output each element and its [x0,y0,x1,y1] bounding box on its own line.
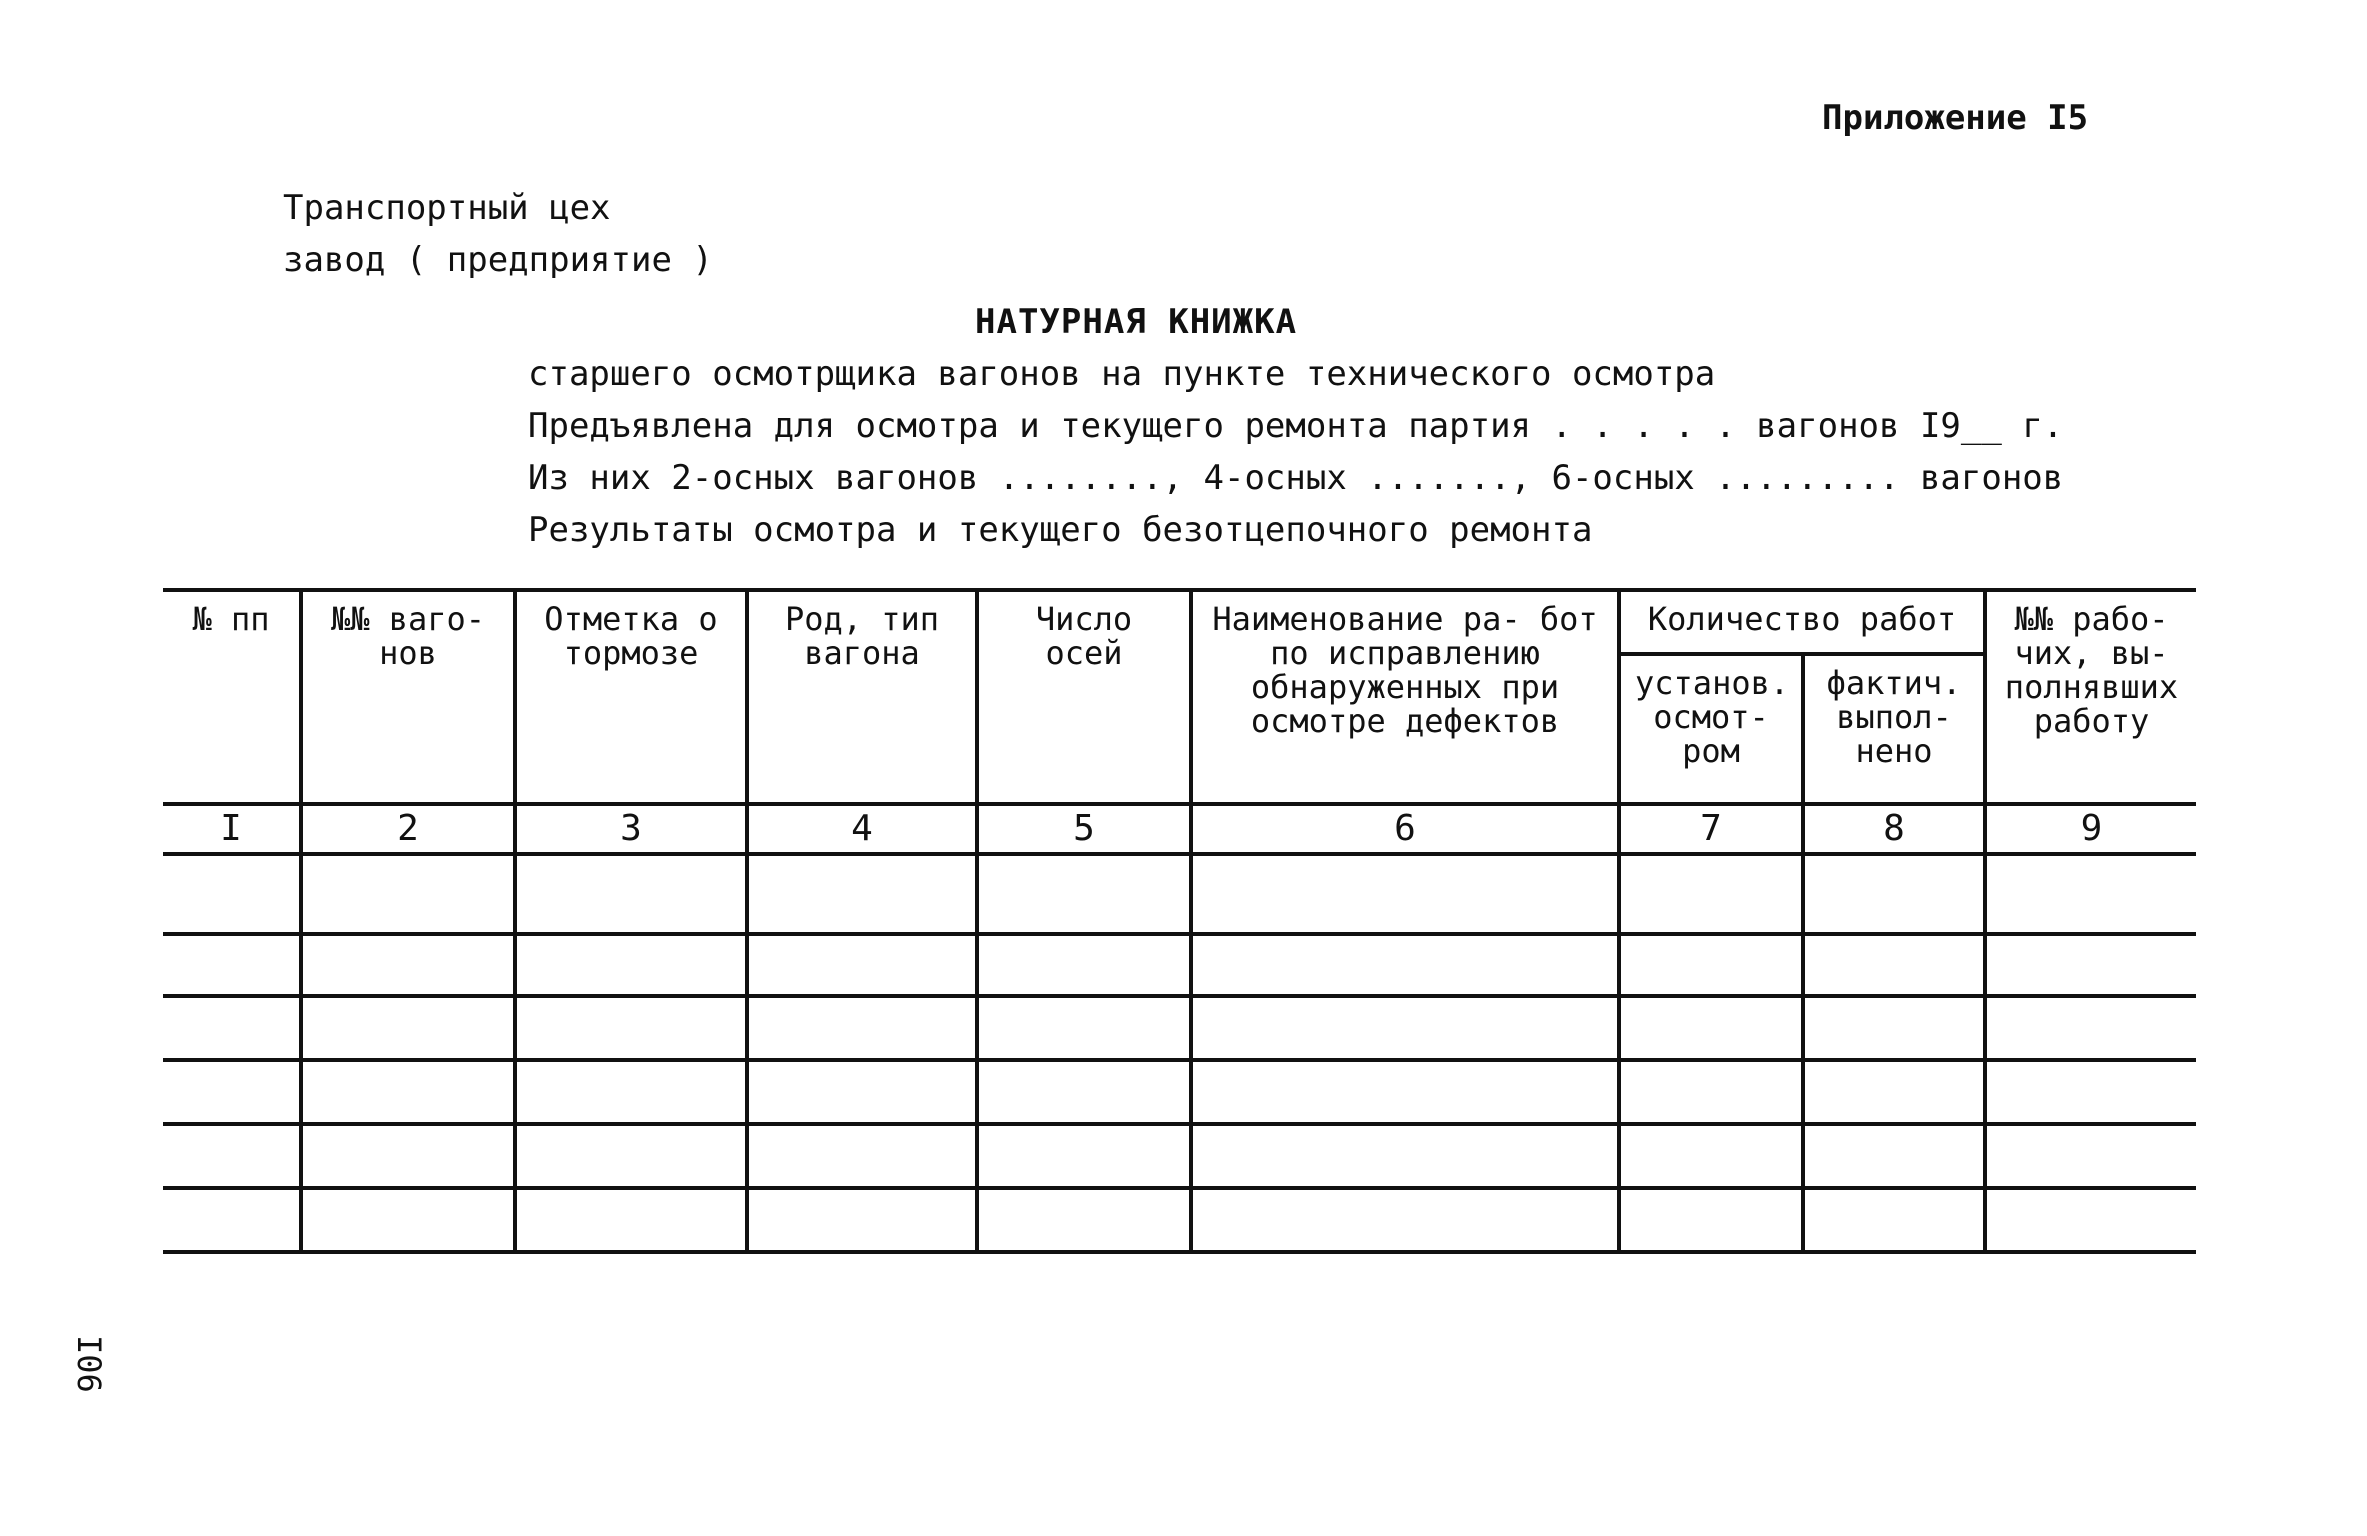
table-row [163,854,2196,934]
column-number-8: 8 [1803,804,1985,854]
column-number-7: 7 [1619,804,1803,854]
table-row [163,996,2196,1060]
header-axle-count: Число осей [977,590,1191,804]
table-row [163,1060,2196,1124]
header-wagon-numbers: №№ ваго- нов [301,590,515,804]
header-wagon-type: Род, тип вагона [747,590,977,804]
inspection-table [163,588,2196,1254]
header-number: № пп [163,590,301,804]
column-number-2: 2 [301,804,515,854]
document-title: НАТУРНАЯ КНИЖКА [975,302,1298,342]
column-number-9: 9 [1985,804,2196,854]
header-set-by-inspection: установ. осмот- ром [1619,654,1803,804]
subtitle-line-4: Результаты осмотра и текущего безотцепочного ремонта [528,510,1593,550]
table-row [163,1188,2196,1252]
page-number-mark: I06 [70,1335,108,1393]
header-work-quantity: Количество работ [1619,590,1985,654]
header-brake-mark: Отметка о тормозе [515,590,747,804]
column-number-5: 5 [977,804,1191,854]
header-worker-numbers: №№ рабо- чих, вы- полнявших работу [1985,590,2196,804]
column-number-3: 3 [515,804,747,854]
appendix-label: Приложение I5 [1822,98,2089,138]
header-work-description: Наименование ра- бот по исправлению обнаруженных при осмотре дефектов [1191,590,1619,804]
table-row [163,934,2196,996]
header-actually-done: фактич. выпол- нено [1803,654,1985,804]
subtitle-line-3: Из них 2-осных вагонов ........, 4-осных ......., 6-осных ......... вагонов [528,458,2064,498]
column-number-1: I [163,804,301,854]
table-row [163,1124,2196,1188]
column-number-6: 6 [1191,804,1619,854]
workshop-label: Транспортный цех [283,188,611,228]
plant-label: завод ( предприятие ) [283,240,713,280]
column-number-4: 4 [747,804,977,854]
subtitle-line-1: старшего осмотрщика вагонов на пункте технического осмотра [528,354,1716,394]
subtitle-line-2: Предъявлена для осмотра и текущего ремонта партия . . . . . вагонов I9__ г. [528,406,2064,446]
